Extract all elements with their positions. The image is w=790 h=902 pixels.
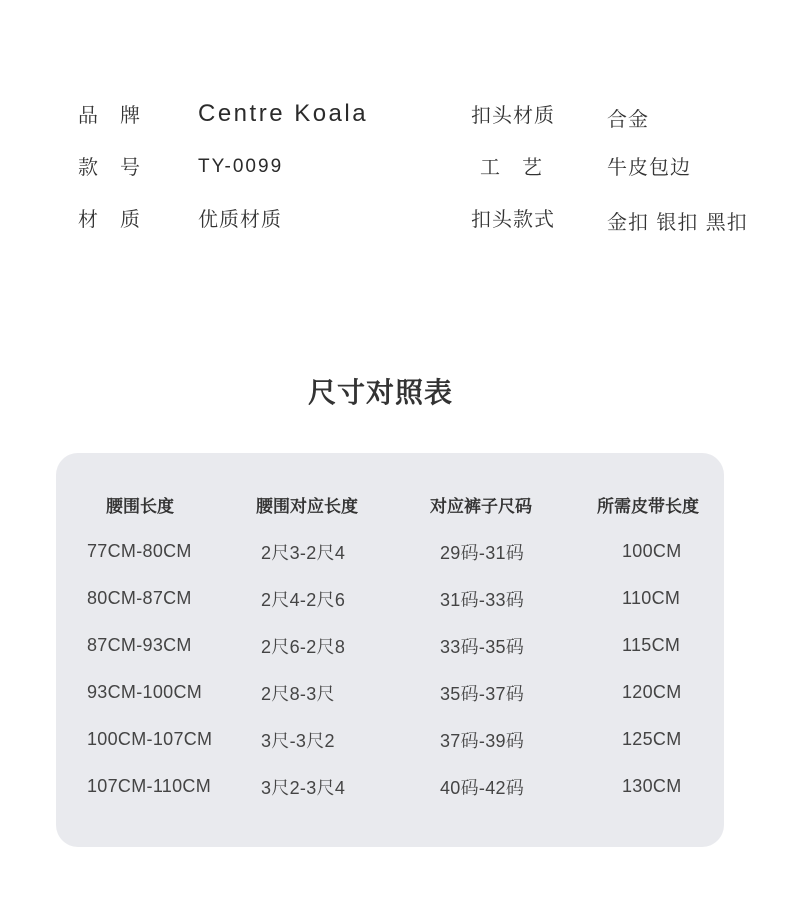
table-header-pants-size: 对应裤子尺码 bbox=[430, 497, 532, 517]
table-cell: 100CM-107CM bbox=[87, 729, 213, 749]
spec-label-brand: 品 牌 bbox=[78, 103, 141, 127]
table-cell: 120CM bbox=[622, 682, 682, 702]
table-cell: 2尺4-2尺6 bbox=[261, 589, 346, 610]
table-row bbox=[56, 575, 724, 622]
size-chart-table bbox=[56, 481, 724, 810]
spec-label-buckle-material: 扣头材质 bbox=[471, 103, 555, 127]
table-cell: 125CM bbox=[622, 729, 682, 749]
spec-value-model: TY-0099 bbox=[198, 156, 284, 177]
table-cell: 93CM-100CM bbox=[87, 682, 203, 702]
spec-value-craft: 牛皮包边 bbox=[607, 155, 691, 179]
table-cell: 80CM-87CM bbox=[87, 588, 192, 608]
table-cell: 110CM bbox=[622, 588, 681, 608]
table-header-row bbox=[56, 481, 724, 528]
size-chart-panel bbox=[56, 453, 724, 847]
table-cell: 77CM-80CM bbox=[87, 541, 192, 561]
spec-label-craft: 工 艺 bbox=[480, 155, 543, 179]
table-cell: 115CM bbox=[622, 635, 681, 655]
table-cell: 100CM bbox=[622, 541, 682, 561]
table-row bbox=[56, 622, 724, 669]
table-cell: 29码-31码 bbox=[440, 542, 525, 563]
table-cell: 3尺-3尺2 bbox=[261, 730, 335, 751]
table-cell: 2尺6-2尺8 bbox=[261, 636, 346, 657]
table-row bbox=[56, 669, 724, 716]
table-cell: 107CM-110CM bbox=[87, 776, 212, 796]
table-cell: 87CM-93CM bbox=[87, 635, 192, 655]
table-row bbox=[56, 716, 724, 763]
table-header-belt-length: 所需皮带长度 bbox=[597, 497, 699, 517]
table-header-waist-length: 腰围长度 bbox=[106, 497, 174, 517]
table-cell: 33码-35码 bbox=[440, 636, 525, 657]
table-cell: 3尺2-3尺4 bbox=[261, 777, 346, 798]
table-cell: 130CM bbox=[622, 776, 682, 796]
spec-label-model: 款 号 bbox=[78, 155, 141, 179]
spec-value-buckle-style: 金扣 银扣 黑扣 bbox=[607, 210, 748, 234]
spec-value-buckle-material: 合金 bbox=[607, 107, 649, 131]
spec-value-brand: Centre Koala bbox=[198, 100, 369, 127]
table-header-waist-chi: 腰围对应长度 bbox=[256, 497, 358, 517]
spec-label-material: 材 质 bbox=[78, 207, 141, 231]
table-cell: 31码-33码 bbox=[440, 589, 525, 610]
table-cell: 2尺8-3尺 bbox=[261, 683, 335, 704]
table-cell: 37码-39码 bbox=[440, 730, 525, 751]
table-row bbox=[56, 763, 724, 810]
size-chart-title: 尺寸对照表 bbox=[308, 376, 454, 409]
spec-label-buckle-style: 扣头款式 bbox=[471, 207, 555, 231]
table-cell: 40码-42码 bbox=[440, 777, 525, 798]
table-cell: 35码-37码 bbox=[440, 683, 525, 704]
table-cell: 2尺3-2尺4 bbox=[261, 542, 346, 563]
spec-value-material: 优质材质 bbox=[198, 207, 282, 231]
table-row bbox=[56, 528, 724, 575]
